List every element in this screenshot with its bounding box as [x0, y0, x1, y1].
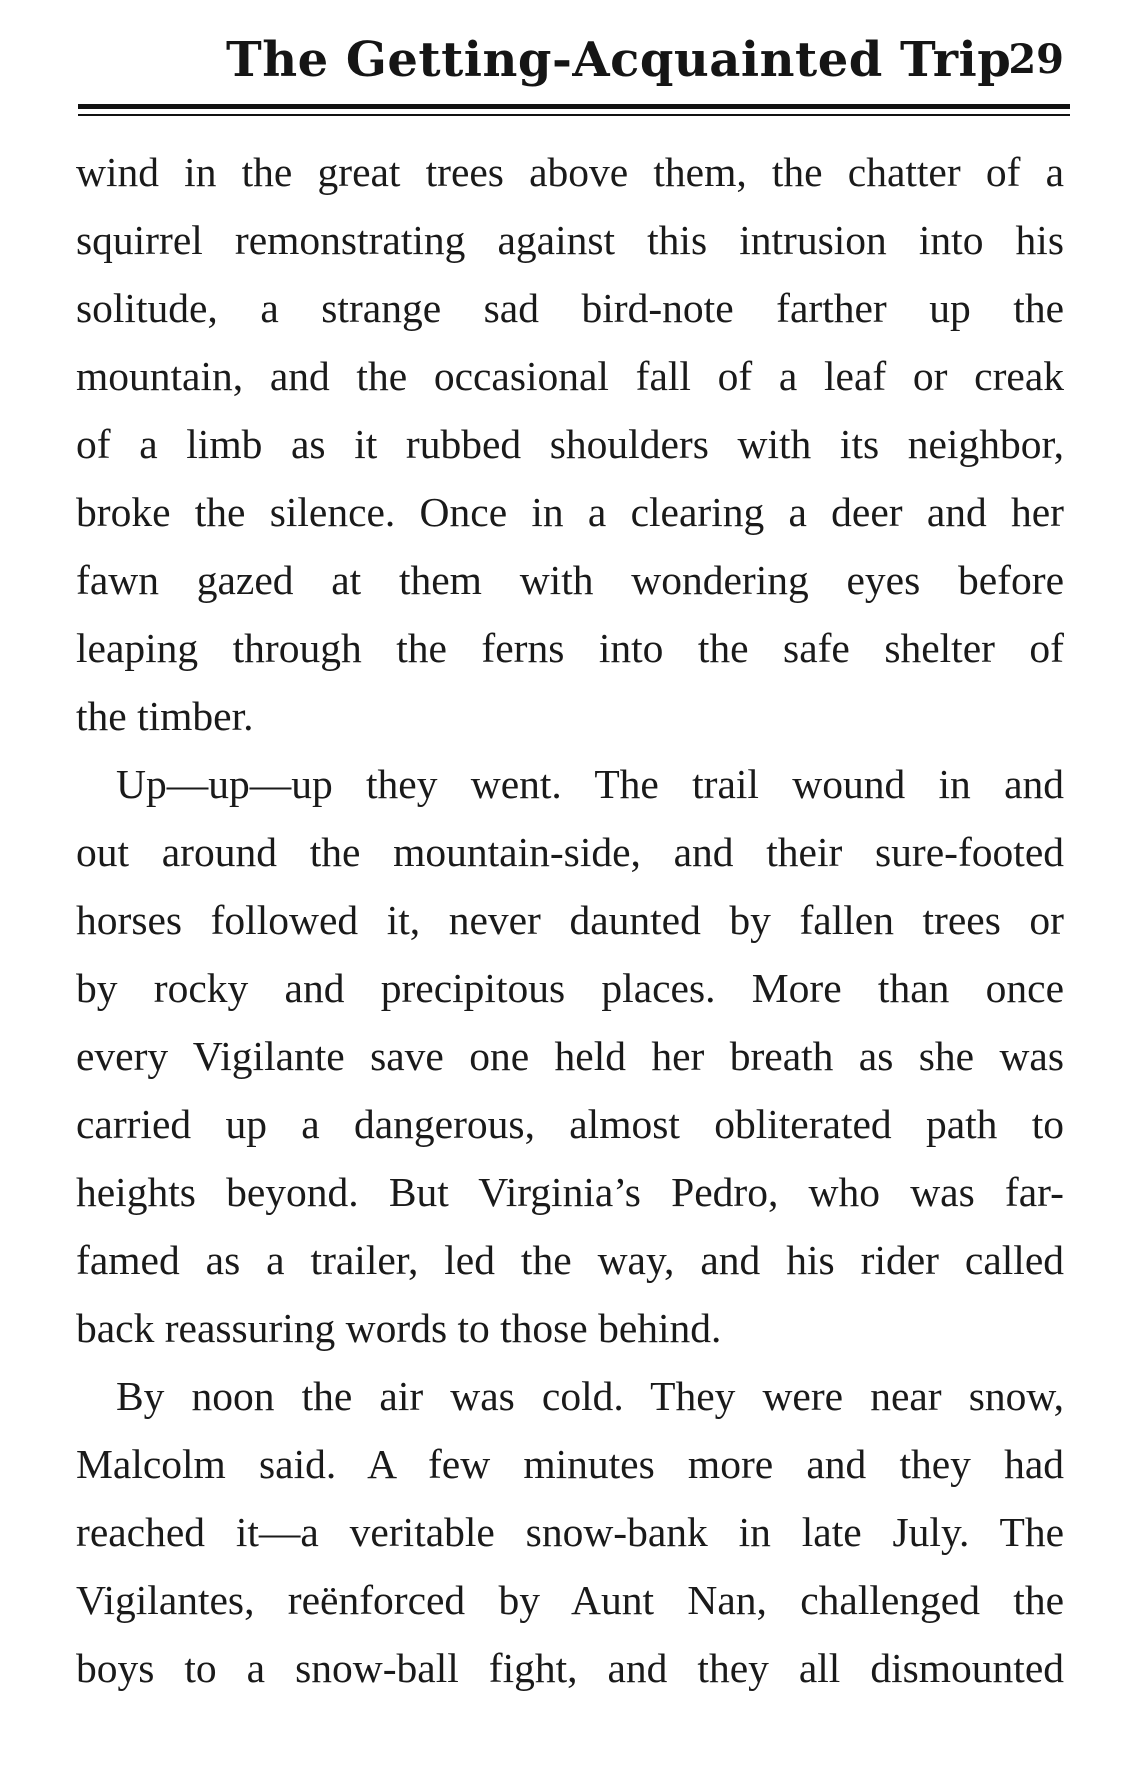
text-line: reached it—a veritable snow-bank in late July. The: [76, 1509, 1064, 1555]
text-line: carried up a dangerous, almost obliterated path to: [76, 1101, 1064, 1147]
text-line: horses followed it, never daunted by fallen trees or: [76, 897, 1064, 943]
text-line: Up—up—up they went. The trail wound in and: [116, 761, 1064, 807]
text-line: leaping through the ferns into the safe shelter of: [76, 625, 1064, 671]
text-line: solitude, a strange sad bird-note farther up the: [76, 285, 1064, 331]
text-line: Vigilantes, reënforced by Aunt Nan, challenged the: [76, 1577, 1064, 1623]
header-rule-thick: [78, 104, 1070, 109]
text-line: heights beyond. But Virginia’s Pedro, who was far-: [76, 1169, 1064, 1215]
text-line: out around the mountain-side, and their sure-footed: [76, 829, 1064, 875]
running-title: The Getting-Acquainted Trip: [226, 32, 1012, 88]
text-line: every Vigilante save one held her breath as she was: [76, 1033, 1064, 1079]
text-line: by rocky and precipitous places. More than once: [76, 965, 1064, 1011]
text-line: wind in the great trees above them, the chatter of a: [76, 149, 1064, 195]
text-line: mountain, and the occasional fall of a leaf or creak: [76, 353, 1064, 399]
text-line: boys to a snow-ball fight, and they all dismounted: [76, 1645, 1064, 1691]
text-line: squirrel remonstrating against this intrusion into his: [76, 217, 1064, 263]
paragraph-1: [76, 138, 1064, 750]
text-line: of a limb as it rubbed shoulders with its neighbor,: [76, 421, 1064, 467]
text-line: fawn gazed at them with wondering eyes before: [76, 557, 1064, 603]
paragraph-3: [76, 1362, 1064, 1702]
body-text: [76, 138, 1064, 1702]
header-rule-thin: [78, 114, 1070, 116]
text-line: back reassuring words to those behind.: [76, 1305, 722, 1351]
text-line: Malcolm said. A few minutes more and they had: [76, 1441, 1064, 1487]
page-header: [78, 30, 1070, 100]
text-line: the timber.: [76, 693, 254, 739]
page-number: 29: [1008, 36, 1064, 83]
text-line: famed as a trailer, led the way, and his rider called: [76, 1237, 1064, 1283]
text-line: By noon the air was cold. They were near snow,: [116, 1373, 1064, 1419]
paragraph-2: [76, 750, 1064, 1362]
text-line: broke the silence. Once in a clearing a deer and her: [76, 489, 1064, 535]
